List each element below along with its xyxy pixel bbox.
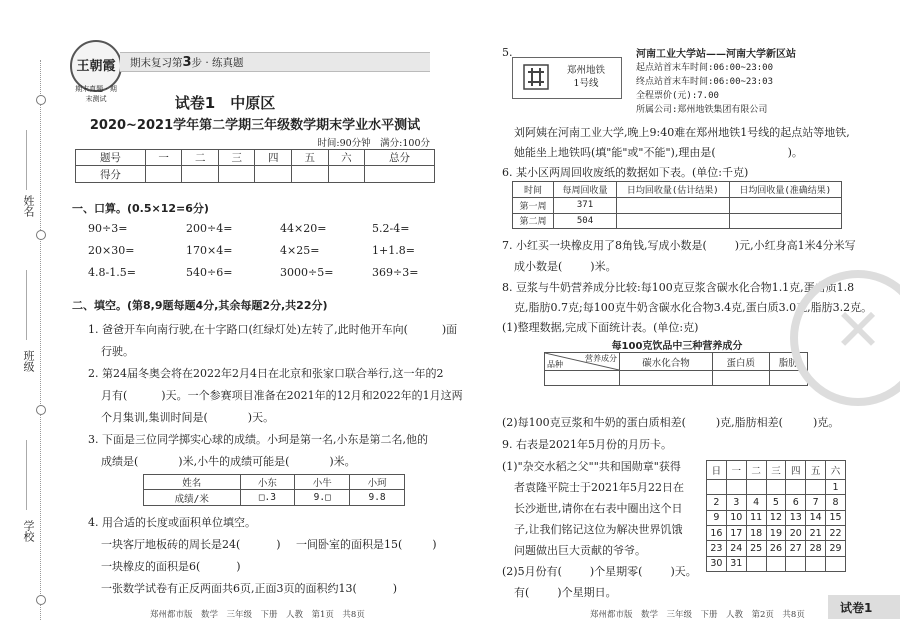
q8-answer-cell[interactable] [545,371,620,386]
q6-header: 日均回收量(准确结果) [729,182,842,198]
station-title: 河南工业大学站——河南大学新区站 [636,49,796,60]
section2-title: 二、填空。(第8,9题每题4分,其余每题2分,共22分) [72,299,328,312]
binding-line [40,60,41,620]
calendar-weekday: 四 [786,461,806,480]
calendar-day[interactable]: 24 [726,541,746,556]
brand-logo [70,40,122,103]
calendar-day[interactable]: 10 [726,510,746,525]
calendar-day[interactable]: 3 [726,495,746,510]
q6-table [512,181,842,229]
q3-header: 姓名 [144,475,241,490]
q3-row-label: 成绩/米 [144,490,241,506]
score-cell[interactable] [145,166,182,183]
calc-item: 4.8-1.5= [88,266,136,279]
calendar-day[interactable]: 20 [786,526,806,541]
calendar-day[interactable]: 30 [707,556,727,571]
calendar-day[interactable]: 2 [707,495,727,510]
calc-item: 170×4= [186,244,233,257]
q3-header: 小珂 [350,475,405,490]
footer-right: 郑州都市版 数学 三年级 下册 人教 第2页 共8页 [590,610,805,620]
calc-item: 44×20= [280,222,327,235]
calendar-day [806,480,826,495]
q8-header: 碳水化合物 [620,353,713,371]
q9-2-text: (2)5月份有( )个星期零( )天。 [502,565,697,578]
calendar-weekday: 二 [746,461,766,480]
paper-meta: 时间:90分钟 满分:100分 [317,138,430,149]
q3-text: 3. 下面是三位同学掷实心球的成绩。小珂是第一名,小东是第二名,他的 [88,433,428,446]
q8-corner-bottom: 品种 [547,360,563,369]
q6-header: 每周回收量 [554,182,617,198]
paper-tag-label: 试卷1 [840,601,873,615]
score-header: 二 [182,150,219,166]
q3-value: 9.8 [350,490,405,506]
footer-left: 郑州都市版 数学 三年级 下册 人教 第1页 共8页 [150,610,365,620]
q9-1-text: 者袁隆平院士于2021年5月22日在 [514,481,684,494]
paper-subtitle: 2020~2021学年第二学期三年级数学期末学业水平测试 [89,118,421,133]
q7-text: 成小数是( )米。 [514,260,617,273]
review-ribbon [120,52,430,72]
calendar-day [786,480,806,495]
calendar-day[interactable]: 18 [746,526,766,541]
calendar-day[interactable]: 6 [786,495,806,510]
calendar-day[interactable]: 27 [786,541,806,556]
calendar-day[interactable]: 14 [806,510,826,525]
calendar-weekday: 三 [766,461,786,480]
q3-value: □.3 [240,490,295,506]
calc-item: 3000÷5= [280,266,334,279]
q6-week: 第二周 [513,213,554,229]
calc-item: 4×25= [280,244,320,257]
calendar-day[interactable]: 12 [766,510,786,525]
calendar-day[interactable]: 4 [746,495,766,510]
calendar-day[interactable]: 8 [826,495,846,510]
score-header: 一 [145,150,182,166]
paper-title: 试卷1 中原区 [174,94,276,112]
school-label: 学校 [22,520,35,542]
station-info: 终点站首末车时间:06:00~23:03 [636,77,774,87]
calendar-day[interactable]: 25 [746,541,766,556]
q9-text: 9. 右表是2021年5月份的月历卡。 [502,438,672,451]
q6-amount: 504 [554,213,617,229]
binding-hole [36,405,46,415]
calendar-day [746,480,766,495]
metro-logo-icon [523,64,549,90]
q8-corner-top: 营养成分 [585,354,617,363]
q5-text: 她能坐上地铁吗(填"能"或"不能"),理由是( )。 [514,146,803,159]
score-cell[interactable] [292,166,329,183]
calc-item: 90÷3= [88,222,128,235]
brand-subtitle: 期末真题 · 期末测试 [75,85,117,103]
calendar-day[interactable]: 26 [766,541,786,556]
q8-table [544,352,808,386]
q1-text: 1. 爸爸开车向南行驶,在十字路口(红绿灯处)左转了,此时他开车向( )面 [88,323,458,336]
q8-text: (1)整理数据,完成下面统计表。(单位:克) [502,321,699,334]
station-info: 所属公司:郑州地铁集团有限公司 [636,105,768,115]
q3-value: 9.□ [295,490,350,506]
calendar-day[interactable]: 28 [806,541,826,556]
calc-item: 200÷4= [186,222,233,235]
name-line[interactable] [26,130,27,190]
q7-text: 7. 小红买一块橡皮用了8角钱,写成小数是( )元,小红身高1米4分米写 [502,239,856,252]
q4-line: 一块橡皮的面积是6( ) [101,560,241,573]
metro-sign [512,57,622,99]
q5-number: 5. [502,46,513,59]
calendar-weekday: 日 [707,461,727,480]
calc-item: 540÷6= [186,266,233,279]
q4-line: 一张数学试卷有正反两面共6页,正面3页的面积约13( ) [101,582,398,595]
watermark-stamp: ✕ [790,270,900,406]
q2-text: 个月集训,集训时间是( )天。 [101,411,275,424]
q6-week: 第一周 [513,198,554,214]
score-cell[interactable] [255,166,292,183]
q8-answer-cell[interactable] [620,371,713,386]
q6-answer-cell[interactable] [729,213,842,229]
q9-1-text: 子,让我们铭记这位为解决世界饥饿 [514,523,683,536]
station-info: 起点站首末车时间:06:00~23:00 [636,63,774,73]
q9-1-text: 长沙逝世,请你在右表中圈出这个日 [514,502,683,515]
calendar-may-2021 [706,460,846,572]
q8-header: 脂肪 [769,353,807,371]
score-header: 四 [255,150,292,166]
q4-line: 一间卧室的面积是15( ) [296,538,437,551]
calendar-day [707,480,727,495]
calendar-day[interactable]: 7 [806,495,826,510]
calendar-day[interactable]: 5 [766,495,786,510]
q8-2-text: (2)每100克豆浆和牛奶的蛋白质相差( )克,脂肪相差( )克。 [502,416,840,429]
score-header: 三 [218,150,255,166]
q5-text: 刘阿姨在河南工业大学,晚上9:40难在郑州地铁1号线的起点站等地铁, [514,126,850,139]
calc-item: 5.2-4= [372,222,410,235]
calendar-weekday: 五 [806,461,826,480]
score-cell[interactable] [218,166,255,183]
q8-text: 克,脂肪0.7克;每100克牛奶含碳水化合物3.4克,蛋白质3.0克,脂肪3.2克。 [514,301,873,314]
section1-title: 一、口算。(0.5×12=6分) [72,202,209,215]
score-cell[interactable] [365,166,435,183]
calendar-day[interactable]: 13 [786,510,806,525]
calendar-day [786,556,806,571]
calc-item: 369÷3= [372,266,419,279]
metro-line-number: 1号线 [573,78,599,89]
calendar-day[interactable]: 29 [826,541,846,556]
score-header: 总分 [365,150,435,166]
name-label: 姓名 [22,195,35,217]
q9-1-text: (1)"杂交水稻之父""共和国勋章"获得 [502,460,681,473]
calendar-day[interactable]: 19 [766,526,786,541]
calendar-day[interactable]: 31 [726,556,746,571]
paper-tag [828,595,900,619]
q8-text: 8. 豆浆与牛奶营养成分比较:每100克豆浆含碳水化合物1.1克,蛋白质1.8 [502,281,855,294]
class-label: 班级 [22,350,35,372]
calendar-day[interactable]: 22 [826,526,846,541]
q6-header: 日均回收量(估计结果) [617,182,730,198]
score-header: 题号 [76,150,146,166]
q6-answer-cell[interactable] [729,198,842,214]
calendar-day [806,556,826,571]
calendar-day [826,556,846,571]
metro-line-name: 郑州地铁 [566,65,605,76]
calc-item: 20×30= [88,244,135,257]
q2-text: 2. 第24届冬奥会将在2022年2月4日在北京和张家口联合举行,这一年的2 [88,367,444,380]
binding-hole [36,95,46,105]
brand-name: 王朝霞 [76,59,116,74]
calendar-day [766,556,786,571]
q8-header: 蛋白质 [713,353,770,371]
score-header: 五 [292,150,329,166]
q4-line: 一块客厅地板砖的周长是24( ) [101,538,281,551]
score-table [75,149,435,183]
calendar-weekday: 六 [826,461,846,480]
school-line[interactable] [26,440,27,510]
q8-table-title: 每100克饮品中三种营养成分 [611,341,743,352]
binding-hole [36,230,46,240]
calendar-weekday: 一 [726,461,746,480]
score-cell[interactable] [182,166,219,183]
q6-text: 6. 某小区两周回收废纸的数据如下表。(单位:千克) [502,166,749,179]
q9-1-text: 问题做出巨大贡献的爷爷。 [514,544,646,557]
q2-text: 月有( )天。一个参赛项目准备在2021年的12月和2022年的1月这两 [101,389,463,402]
q9-2-text: 有( )个星期日。 [514,586,617,599]
q4-text: 4. 用合适的长度或面积单位填空。 [88,516,256,529]
q3-header: 小东 [240,475,295,490]
q6-answer-cell[interactable] [617,213,730,229]
calendar-day[interactable]: 17 [726,526,746,541]
calendar-day [746,556,766,571]
score-row-label: 得分 [76,166,146,183]
calendar-day[interactable]: 9 [707,510,727,525]
calendar-day[interactable]: 15 [826,510,846,525]
station-info: 全程票价(元):7.00 [636,91,719,101]
score-cell[interactable] [328,166,365,183]
q6-amount: 371 [554,198,617,214]
q8-corner-cell [545,353,620,371]
calendar-day[interactable]: 21 [806,526,826,541]
ribbon-step-number: 3 [182,55,192,70]
q3-header: 小牛 [295,475,350,490]
score-header: 六 [328,150,365,166]
calendar-day[interactable]: 1 [826,480,846,495]
q3-text: 成绩是( )米,小牛的成绩可能是( )米。 [101,455,356,468]
ribbon-post: 步 · 练真题 [191,57,244,69]
calendar-day[interactable]: 16 [707,526,727,541]
binding-hole [36,595,46,605]
calendar-day[interactable]: 11 [746,510,766,525]
calc-item: 1+1.8= [372,244,415,257]
q3-score-table [143,474,405,506]
calendar-day[interactable]: 23 [707,541,727,556]
calendar-day [766,480,786,495]
q8-answer-cell[interactable] [713,371,770,386]
q1-text: 行驶。 [101,345,134,358]
q6-header: 时间 [513,182,554,198]
class-line[interactable] [26,270,27,340]
ribbon-pre: 期末复习第 [130,57,183,69]
q6-answer-cell[interactable] [617,198,730,214]
calendar-day [726,480,746,495]
